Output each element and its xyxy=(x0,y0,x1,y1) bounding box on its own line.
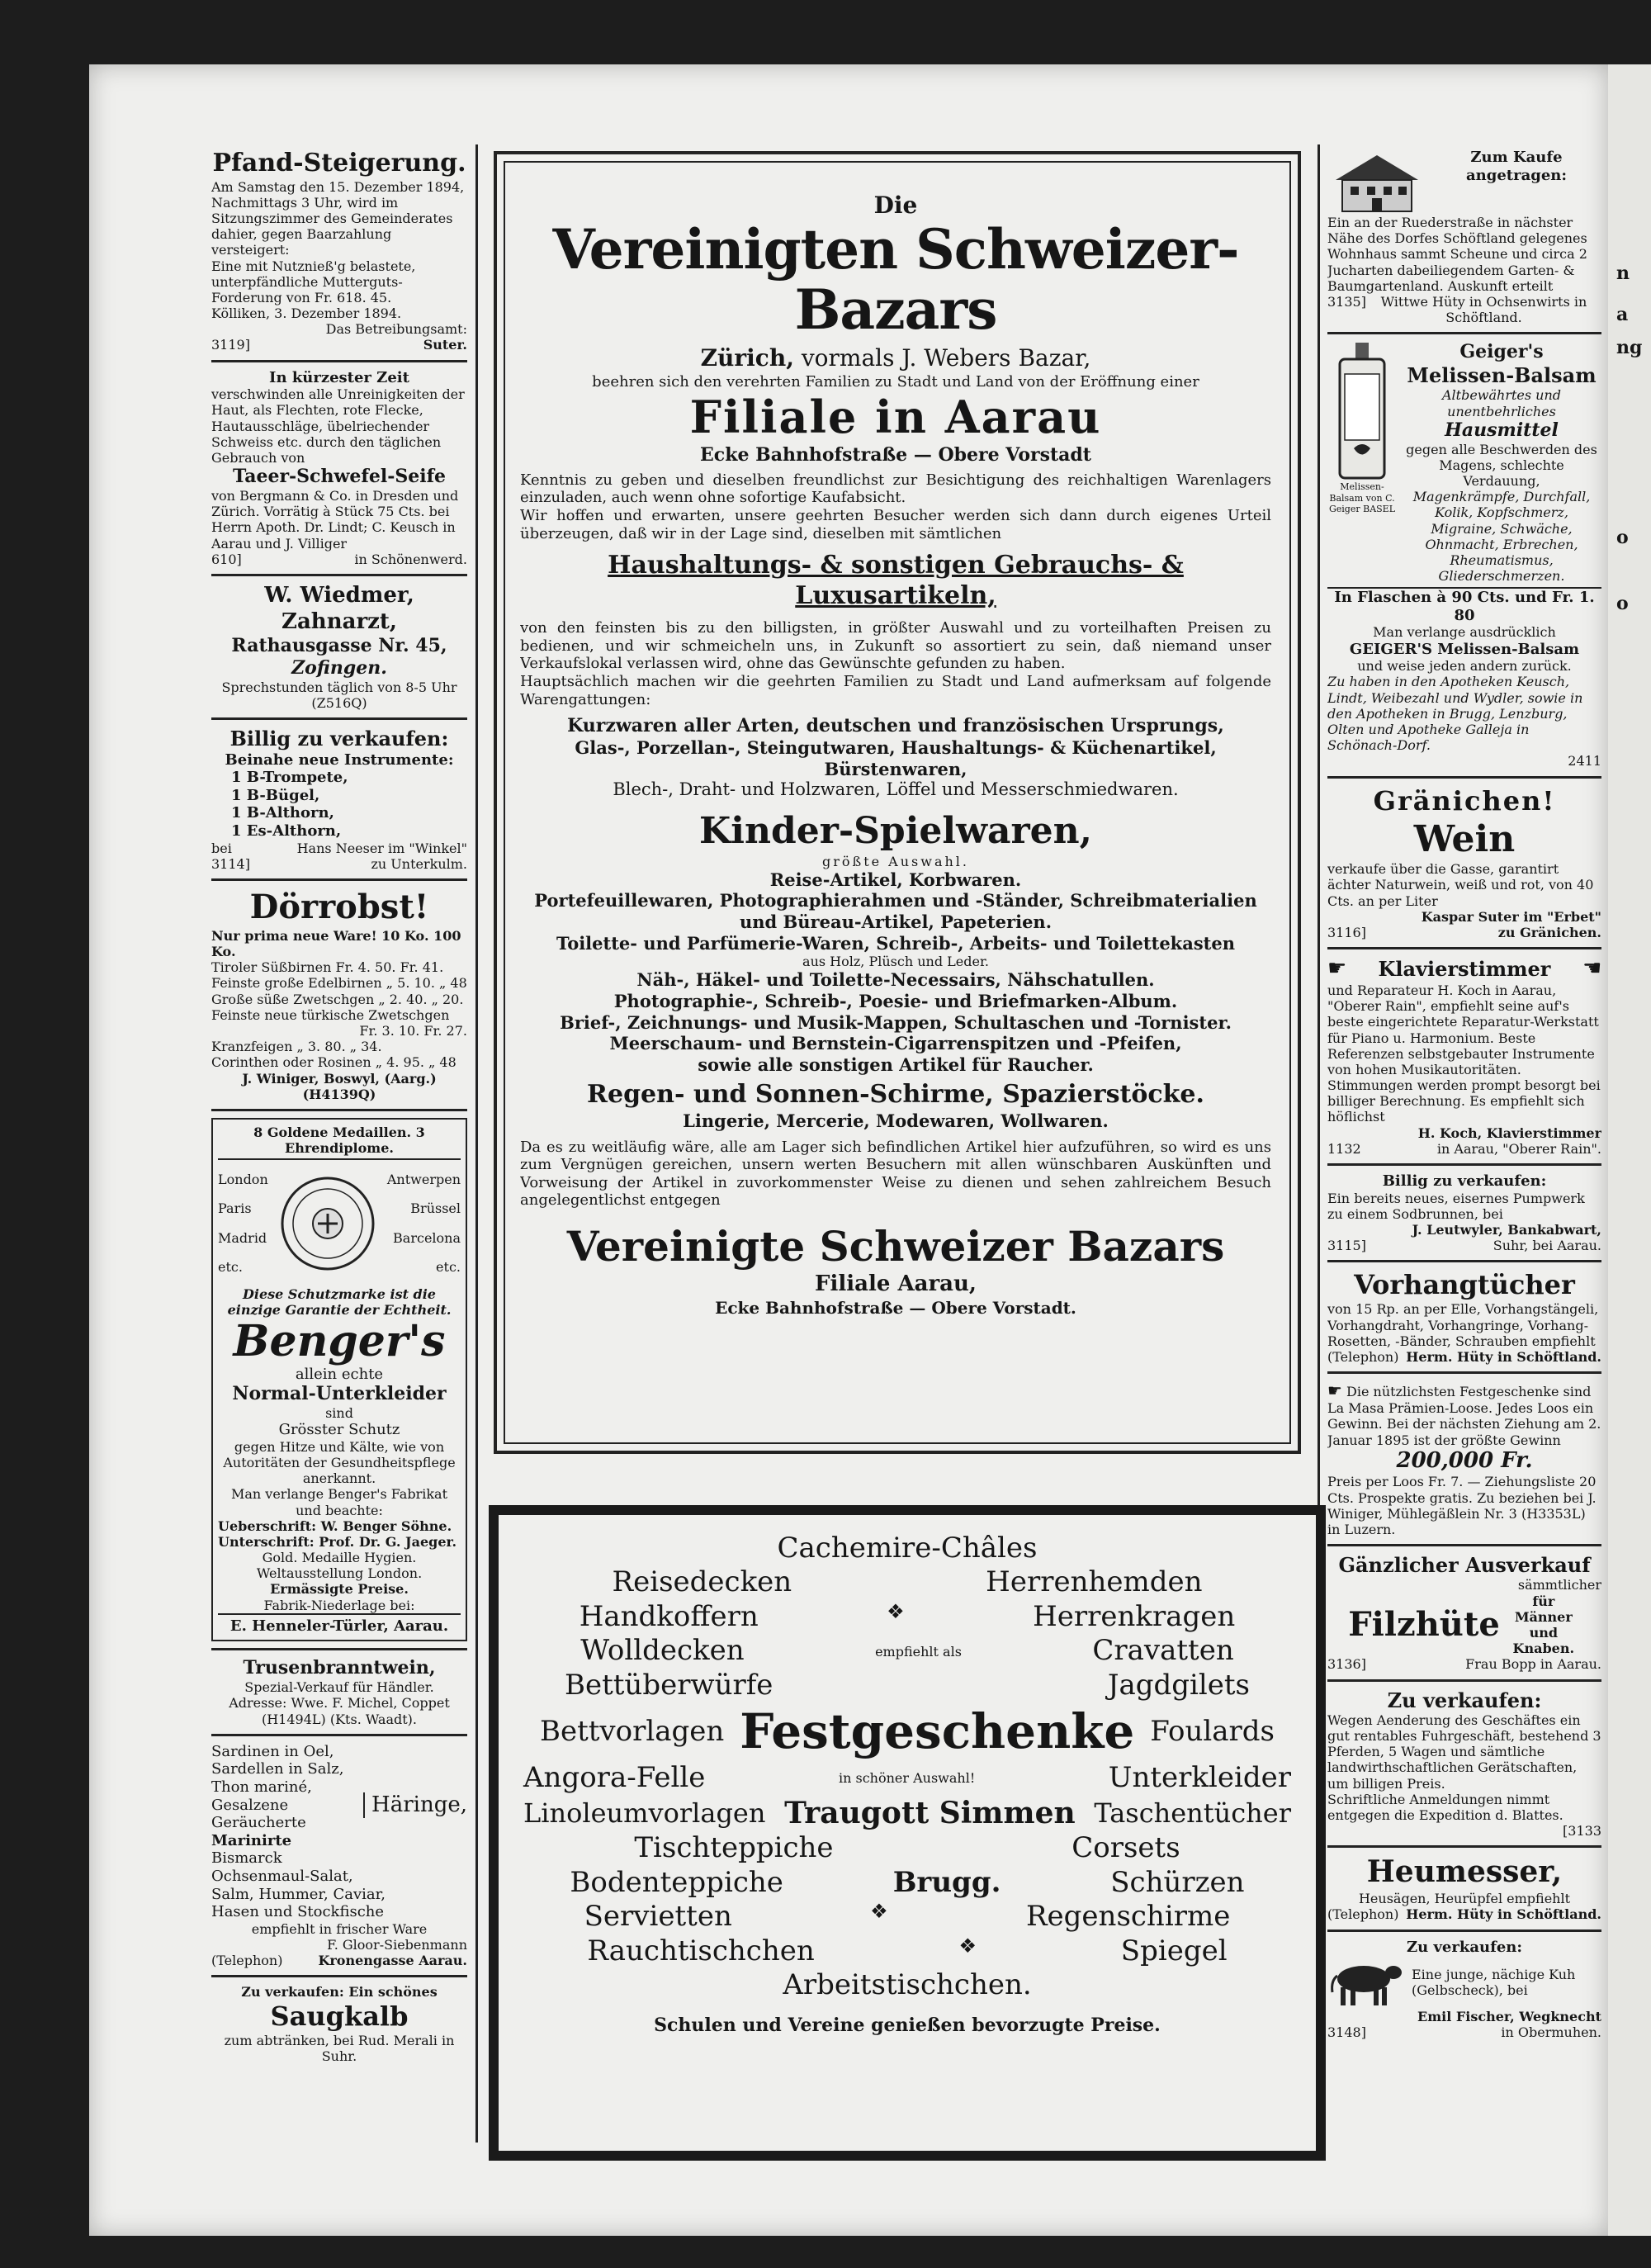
heu-text: Heusägen, Heurüpfel empfiehlt xyxy=(1358,1891,1571,1907)
kuh-name: Emil Fischer, Wegknecht xyxy=(1417,2009,1601,2025)
fest-item: Wolldecken xyxy=(580,1634,745,1668)
klav-sign: H. Koch, Klavierstimmer xyxy=(1417,1125,1601,1141)
kuh-title: Zu verkaufen: xyxy=(1406,1938,1523,1956)
kauf-sign: Wittwe Hüty in Ochsenwirts in Schöftland. xyxy=(1380,293,1587,326)
pointing-hand-icon: ☛ xyxy=(1327,956,1347,982)
ornament-icon: ❖ xyxy=(870,1900,888,1924)
zu-title: Zu verkaufen: xyxy=(1387,1688,1542,1712)
delik-item: Gesalzene xyxy=(211,1796,289,1814)
vorhang-ad xyxy=(1327,1269,1601,1365)
klav-city: in Aarau, "Oberer Rain". xyxy=(1436,1140,1601,1157)
klav-code: 1132 xyxy=(1327,1140,1361,1157)
pointing-hand-icon: ☛ xyxy=(1327,1380,1342,1401)
vorh-text: von 15 Rp. an per Elle, Vorhangstängeli, Vorhangdraht, Vorhangringe, Vorhang-Rosetten, -Bänder, Schrauben empfiehlt xyxy=(1327,1301,1599,1349)
wein-place: Gränichen! xyxy=(1373,784,1556,817)
doerrobst-ad xyxy=(211,888,467,1102)
fest-item: Unterkleider xyxy=(1108,1761,1291,1795)
pfand-office: Das Betreibungsamt: xyxy=(325,321,467,338)
teer-text: verschwinden alle Unreinigkeiten der Haut, als Flechten, rote Flecke, Hautausschläge, übelriechender Schweiss etc. durch den täglichen Gebrauch von xyxy=(211,386,465,466)
strip-letter: ng xyxy=(1616,337,1643,358)
bazar-title: Vereinigten Schweizer-Bazars xyxy=(552,217,1239,342)
bazar-sign2: Filiale Aarau, xyxy=(815,1271,977,1297)
ausverkauf-ad xyxy=(1327,1553,1601,1672)
fest-item: Arbeitstischchen. xyxy=(783,1968,1032,2002)
saug-text: zum abtränken, bei Rud. Merali in Suhr. xyxy=(224,2032,455,2064)
fuhrgeschaeft-ad xyxy=(1327,1688,1601,1839)
bazar-brief: Brief-, Zeichnungs- und Musik-Mappen, Schultaschen und -Tornister. xyxy=(560,1011,1232,1033)
bazar-rauch: sowie alle sonstigen Artikel für Raucher. xyxy=(698,1054,1094,1075)
fest-footer: Schulen und Vereine genießen bevorzugte Preise. xyxy=(654,2014,1161,2036)
bazar-former: vormals J. Webers Bazar, xyxy=(801,344,1091,372)
zu-text2: Schriftliche Anmeldungen nimmt entgegen die Expedition d. Blattes. xyxy=(1327,1791,1563,1823)
fest-name: Traugott Simmen xyxy=(784,1795,1076,1830)
delik-item: Ochsenmaul-Salat, xyxy=(211,1867,353,1885)
delik-addr: Kronengasse Aarau. xyxy=(318,1953,467,1969)
bazar-ad xyxy=(520,192,1271,1430)
divider xyxy=(211,574,467,576)
balsam-bottle-icon xyxy=(1333,341,1391,481)
bazar-glas: Glas-, Porzellan-, Steingutwaren, Haushaltungs- & Küchenartikel, Bürstenwaren, xyxy=(575,737,1217,779)
pump-name: J. Leutwyler, Bankabwart, xyxy=(1412,1221,1601,1238)
bazar-holz: aus Holz, Plüsch und Leder. xyxy=(802,954,989,970)
bazar-toilette: Toilette- und Parfümerie-Waren, Schreib-, Arbeits- und Toilettekasten xyxy=(556,932,1235,954)
heu-title: Heumesser, xyxy=(1366,1854,1563,1890)
bazar-blech: Blech-, Draht- und Holzwaren, Löffel und Messerschmiedwaren. xyxy=(613,779,1179,800)
fest-item: Spiegel xyxy=(1120,1934,1228,1967)
divider xyxy=(1327,1163,1601,1166)
geiger-title: Geiger's xyxy=(1459,341,1544,363)
geiger-ad xyxy=(1327,341,1601,769)
pump-text: Ein bereits neues, eisernes Pumpwerk zu einem Sodbrunnen, bei xyxy=(1327,1190,1585,1222)
bazar-die: Die xyxy=(873,192,918,219)
doerr-row: Kranzfeigen „ 3. 80. „ 34. xyxy=(211,1039,382,1055)
doerr-row: Feinste neue türkische Zwetschgen xyxy=(211,1006,450,1023)
geiger-product: Melissen-Balsam xyxy=(1407,363,1597,388)
fest-item: Taschentücher xyxy=(1094,1797,1291,1829)
pump-code: 3115] xyxy=(1327,1238,1366,1254)
klavier-ad xyxy=(1327,956,1601,1157)
teer-ad xyxy=(211,369,467,567)
widmer-city: Zofingen. xyxy=(291,657,387,679)
pfand-code: 3119] xyxy=(211,337,250,353)
geiger-brand2: GEIGER'S Melissen-Balsam xyxy=(1349,640,1580,658)
delik-item: Sardellen in Salz, xyxy=(211,1760,344,1778)
festgeschenke-ad xyxy=(515,1532,1299,2130)
bazar-photo: Photographie-, Schreib-, Poesie- und Briefmarken-Album. xyxy=(613,991,1178,1011)
column-rule xyxy=(475,144,478,2143)
fest-item: Regenschirme xyxy=(1025,1900,1231,1934)
widmer-hours: Sprechstunden täglich von 8-5 Uhr (Z516Q) xyxy=(221,679,457,712)
bazar-meer: Meerschaum- und Bernstein-Cigarrenspitzen und -Pfeifen, xyxy=(609,1033,1182,1054)
doerr-sign: J. Winiger, Boswyl, (Aarg.) (H4139Q) xyxy=(242,1070,437,1102)
right-column xyxy=(1327,149,1601,2147)
billig-sub: Beinahe neue Instrumente: xyxy=(225,750,454,769)
fest-item: Angora-Felle xyxy=(523,1761,706,1795)
heumesser-ad xyxy=(1327,1854,1601,1922)
teer-text2: von Bergmann & Co. in Dresden und Zürich. Vorrätig à Stück 75 Cts. bei Herrn Apoth. Dr. Lindt; C. Keusch in Aarau und J. Villiger xyxy=(211,488,459,552)
klav-title: Klavierstimmer xyxy=(1378,957,1551,982)
geiger-weise: und weise jeden andern zurück. xyxy=(1357,658,1572,675)
trusen-ad xyxy=(211,1657,467,1726)
geiger-apo: Zu haben in den Apotheken Keusch, Lindt, Weibezahl und Wydler, sowie in den Apotheken in Brugg, Lenzburg, Olten und Apotheke Galleja in Schönach-Dorf. xyxy=(1327,674,1583,754)
bazar-buereau: und Büreau-Artikel, Papeterien. xyxy=(739,911,1053,932)
lose-text: Die nützlichsten Festgeschenke sind La Masa Prämien-Loose. Jedes Loos ein Gewinn. Bei der nächsten Ziehung am 2. Januar 1895 ist der größte Gewinn xyxy=(1327,1384,1601,1448)
bazar-p3: von den feinsten bis zu den billigsten, in größter Auswahl und zu vorteilhaften Preisen zu bedienen, und wir schmeicheln uns, in Zukunft so assortiert zu sein, daß niemand unser Verkaufslokal verlassen wird, ohne das Gewünschte gefunden zu haben. xyxy=(520,619,1271,673)
divider xyxy=(1327,947,1601,949)
fest-city: Brugg. xyxy=(892,1865,1001,1899)
jaeger-seal-icon xyxy=(278,1170,377,1277)
fest-item: Foulards xyxy=(1150,1714,1275,1748)
saug-lead: Zu verkaufen: Ein schönes xyxy=(241,1984,438,2000)
benger-city: Barcelona xyxy=(393,1229,461,1246)
aus-filz: Filzhüte xyxy=(1348,1604,1500,1644)
benger-city: etc. xyxy=(436,1258,461,1275)
doerr-row: Feinste große Edelbirnen „ 5. 10. „ 48 xyxy=(211,975,467,992)
bazar-sign: Vereinigte Schweizer Bazars xyxy=(566,1222,1225,1271)
aus-sub: sämmtlicher xyxy=(1517,1577,1601,1593)
benger-top: 8 Goldene Medaillen. 3 Ehrendiplome. xyxy=(218,1125,461,1160)
bazar-kinder: Kinder-Spielwaren, xyxy=(699,809,1092,852)
delik-name: F. Gloor-Siebenmann xyxy=(327,1936,467,1953)
doerr-head: Nur prima neue Ware! 10 Ko. 100 Ko. xyxy=(211,927,461,960)
billig-name: Hans Neeser im "Winkel" xyxy=(296,840,467,856)
benger-city: Antwerpen xyxy=(386,1172,461,1188)
benger-brand: Benger's xyxy=(233,1316,446,1367)
wein-title: Wein xyxy=(1413,817,1516,860)
benger-gold: Gold. Medaille Hygien. Weltausstellung London. xyxy=(256,1550,423,1582)
billig-code: 3114] xyxy=(211,855,250,872)
trusen-title: Trusenbranntwein, xyxy=(243,1657,436,1679)
kuh-city: in Obermuhen. xyxy=(1501,2024,1601,2041)
fest-item: Reisedecken xyxy=(612,1565,792,1599)
kauf-code: 3135] xyxy=(1327,293,1366,310)
trusen-code: (H1494L) (Kts. Waadt). xyxy=(261,1711,417,1727)
geiger-verlange: Man verlange ausdrücklich xyxy=(1373,624,1556,641)
fest-item: Cachemire-Châles xyxy=(777,1532,1038,1565)
benger-verlange: Man verlange Benger's Fabrikat und beachte: xyxy=(230,1486,448,1518)
fest-item: Servietten xyxy=(584,1900,732,1934)
wein-city: zu Gränichen. xyxy=(1497,925,1601,941)
benger-city: Brüssel xyxy=(410,1200,461,1217)
ornament-icon: ❖ xyxy=(958,1934,977,1958)
cow-icon xyxy=(1327,1956,1407,2009)
wein-text: verkaufe über die Gasse, garantirt ächter Naturwein, weiß und rot, von 40 Cts. an per Liter xyxy=(1327,861,1594,909)
billig-ad xyxy=(211,727,467,872)
bazar-p4: Hauptsächlich machen wir die geehrten Familien zu Stadt und Land aufmerksam auf folgende Warengattungen: xyxy=(520,673,1271,708)
trusen-addr: Adresse: Wwe. F. Michel, Coppet xyxy=(229,1695,450,1712)
benger-schutz: Grösster Schutz xyxy=(278,1421,400,1439)
divider xyxy=(211,1975,467,1977)
adjacent-page-strip xyxy=(1608,64,1651,2236)
bazar-reise: Reise-Artikel, Korbwaren. xyxy=(769,869,1022,890)
billig-place: zu Unterkulm. xyxy=(371,855,467,872)
pfand-ad xyxy=(211,149,467,353)
wein-ad xyxy=(1327,785,1601,941)
divider xyxy=(211,878,467,881)
vorh-tel: (Telephon) xyxy=(1327,1348,1399,1365)
divider xyxy=(211,1109,467,1111)
teer-code: 610] xyxy=(211,551,242,567)
divider xyxy=(211,1648,467,1650)
teer-title: Taeer-Schwefel-Seife xyxy=(232,466,447,488)
vorh-title: Vorhangtücher xyxy=(1354,1269,1575,1301)
heu-sign: Herm. Hüty in Schöftland. xyxy=(1406,1906,1601,1923)
divider xyxy=(1327,1544,1601,1546)
bazar-lingerie: Lingerie, Mercerie, Modewaren, Wollwaren. xyxy=(683,1110,1109,1132)
doerr-row: Tiroler Süßbirnen Fr. 4. 50. Fr. 41. xyxy=(211,959,444,976)
aus-sign: Frau Bopp in Aarau. xyxy=(1465,1656,1601,1673)
aus-code: 3136] xyxy=(1327,1656,1366,1673)
divider xyxy=(211,717,467,720)
benger-unter: Unterschrift: Prof. Dr. G. Jaeger. xyxy=(218,1533,457,1550)
bazar-filiale: Filiale in Aarau xyxy=(689,391,1102,444)
doerr-row: Corinthen oder Rosinen „ 4. 95. „ 48 xyxy=(211,1054,457,1071)
benger-dealer: E. Henneler-Türler, Aarau. xyxy=(218,1613,461,1636)
lose-text2: Preis per Loos Fr. 7. — Ziehungsliste 20 Cts. Prospekte gratis. Zu beziehen bei J. Winiger, Mühlegäßlein Nr. 3 (H3353L) in Luzern. xyxy=(1327,1474,1597,1537)
teer-lead: In kürzester Zeit xyxy=(269,368,409,386)
strip-letter: o xyxy=(1616,593,1629,614)
benger-city: etc. xyxy=(218,1258,243,1275)
bazar-groesste: größte Auswahl. xyxy=(821,853,969,869)
benger-city: Paris xyxy=(218,1200,252,1217)
divider xyxy=(1327,332,1601,334)
widmer-title: W. Wiedmer, Zahnarzt, xyxy=(264,582,414,634)
bazar-naeh: Näh-, Häkel- und Toilette-Necessairs, Nähschatullen. xyxy=(636,969,1155,991)
house-icon xyxy=(1327,149,1426,215)
divider xyxy=(1327,776,1601,779)
loose-ad xyxy=(1327,1380,1601,1537)
benger-ad xyxy=(211,1118,467,1642)
fest-item: Herrenkragen xyxy=(1033,1599,1236,1633)
benger-allein: allein echte xyxy=(295,1365,384,1383)
fest-item: Corsets xyxy=(1071,1831,1180,1865)
benger-city: London xyxy=(218,1172,268,1188)
geiger-bottle: Melissen-Balsam von C. Geiger BASEL xyxy=(1328,481,1396,514)
delik-item: Bismarck xyxy=(211,1849,282,1868)
benger-city: Madrid xyxy=(218,1229,267,1246)
klav-text: und Reparateur H. Koch in Aarau, "Oberer Rain", empfiehlt seine auf's beste eingerichtete Reparatur-Werkstatt für Piano u. Harmonium. Beste Referenzen selbstgebauter Instrumente von hohen Musikautoritäten. Stimmungen werden prompt besorgt bei billiger Berechnung. Es empfiehlt sich höflichst xyxy=(1327,982,1601,1125)
kauf-ad xyxy=(1327,149,1601,325)
pfand-text2: Eine mit Nutznieß'g belastete, unterpfändliche Mutterguts-Forderung von Fr. 618. 45. xyxy=(211,258,416,305)
billig-item: 1 Es-Althorn, xyxy=(231,822,342,840)
divider xyxy=(1327,1929,1601,1932)
divider xyxy=(211,1734,467,1736)
benger-ueber: Ueberschrift: W. Benger Söhne. xyxy=(218,1518,452,1534)
doerr-row: Große süße Zwetschgen „ 2. 40. „ 20. xyxy=(211,991,464,1007)
fest-item: Herrenhemden xyxy=(986,1565,1203,1599)
bazar-p5: Da es zu weitläufig wäre, alle am Lager sich befindlichen Artikel hier aufzuführen, so wird es uns zum Vergnügen gereichen, unsern werten Besuchern mit allen wünschbaren Auskünften und Vorweisung der Artikel in zuvorkommenster Weise zu dienen und sehen zahlreichem Besuch angelegentlichst entgegen xyxy=(520,1138,1271,1210)
pfand-sign: Suter. xyxy=(423,337,467,353)
bazar-sign3: Ecke Bahnhofstraße — Obere Vorstadt. xyxy=(715,1297,1076,1318)
vorh-sign: Herm. Hüty in Schöftland. xyxy=(1406,1348,1601,1365)
lose-amount: 200,000 Fr. xyxy=(1396,1447,1533,1473)
delik-frisch: empfiehlt in frischer Ware xyxy=(251,1920,428,1937)
bazar-porte: Portefeuillewaren, Photographierahmen und -Ständer, Schreibmaterialien xyxy=(534,890,1257,911)
benger-fab: Fabrik-Niederlage bei: xyxy=(263,1597,415,1613)
geiger-desc: Altbewährtes und unentbehrliches xyxy=(1441,387,1562,419)
delik-item: Hasen und Stockfische xyxy=(211,1903,385,1921)
bazar-intro: beehren sich den verehrten Familien zu Stadt und Land von der Eröffnung einer xyxy=(592,372,1199,391)
bazar-p1: Kenntnis zu geben und dieselben freundlichst zur Besichtigung des reichhaltigen Warenlagers einzuladen, auch wenn ohne sofortige Kaufabsicht. xyxy=(520,471,1271,507)
divider xyxy=(1327,1371,1601,1374)
fest-title: Festgeschenke xyxy=(740,1703,1135,1760)
pfand-date: Kölliken, 3. Dezember 1894. xyxy=(211,305,402,322)
pfand-text: Am Samstag den 15. Dezember 1894, Nachmittags 3 Uhr, wird im Sitzungszimmer des Gemeinderates dahier, gegen Baarzahlung versteigert: xyxy=(211,178,465,258)
pfand-title: Pfand-Steigerung. xyxy=(212,149,466,178)
strip-letter: a xyxy=(1616,304,1629,325)
fest-item: Bettüberwürfe xyxy=(565,1668,773,1702)
wein-name: Kaspar Suter im "Erbet" xyxy=(1421,908,1601,925)
bazar-corner: Ecke Bahnhofstraße — Obere Vorstadt xyxy=(700,443,1091,466)
delik-item: Salm, Hummer, Caviar, xyxy=(211,1885,386,1903)
billig-title: Billig zu verkaufen: xyxy=(229,727,449,751)
bazar-p2: Wir hoffen und erwarten, unsere geehrten Besucher werden sich dann durch eigenes Urteil überzeugen, daß wir in der Lage sind, dieselben mit sämtlichen xyxy=(520,506,1271,542)
teer-place: in Schönenwerd. xyxy=(354,551,467,567)
pumpe-ad xyxy=(1327,1172,1601,1253)
widmer-address: Rathausgasse Nr. 45, xyxy=(231,635,447,657)
wein-code: 3116] xyxy=(1327,925,1366,941)
fest-item: Tischteppiche xyxy=(634,1831,834,1865)
widmer-ad xyxy=(211,583,467,711)
kauf-title: Zum Kaufe angetragen: xyxy=(1465,149,1568,184)
delik-item: Geräucherte xyxy=(211,1814,306,1832)
left-column xyxy=(211,149,467,2147)
billig-item: 1 B-Althorn, xyxy=(231,804,334,822)
doerr-title: Dörrobst! xyxy=(249,888,429,927)
heu-tel: (Telephon) xyxy=(1327,1906,1399,1923)
fest-item: Handkoffern xyxy=(579,1599,759,1633)
billig-item: 1 B-Trompete, xyxy=(231,769,348,787)
divider xyxy=(1327,1260,1601,1262)
fest-auswahl: in schöner Auswahl! xyxy=(838,1770,976,1787)
ornament-icon: ❖ xyxy=(887,1599,905,1623)
billig-bei: bei xyxy=(211,840,232,856)
fest-empf: empfiehlt als xyxy=(875,1643,962,1660)
kuh-text: Eine junge, nächige Kuh (Gelbscheck), bei xyxy=(1412,1967,1576,1999)
strip-letter: o xyxy=(1616,527,1629,548)
delik-item: Thon mariné, xyxy=(211,1778,312,1797)
geiger-haus: Hausmittel xyxy=(1445,419,1559,441)
zu-text: Wegen Aenderung des Geschäftes ein gut rentables Fuhrgeschäft, bestehend 3 Pferden, 5 Wagen und sämtliche landwirthschaftlichen Gerätschaften, um billigen Preis. xyxy=(1327,1712,1601,1792)
benger-preise: Ermässigte Preise. xyxy=(270,1581,409,1598)
bazar-city: Zürich, xyxy=(700,344,794,372)
aus-fuer: für Männer und Knaben. xyxy=(1512,1593,1575,1657)
fest-item: Schürzen xyxy=(1110,1865,1245,1899)
kuh-code: 3148] xyxy=(1327,2024,1366,2041)
zu-code: [3133 xyxy=(1563,1823,1601,1839)
bazar-kurz: Kurzwaren aller Arten, deutschen und französischen Ursprungs, xyxy=(567,715,1224,737)
fest-item: Cravatten xyxy=(1092,1634,1234,1668)
fest-item: Rauchtischchen xyxy=(587,1934,815,1967)
pump-city: Suhr, bei Aarau. xyxy=(1493,1238,1601,1254)
geiger-gegen: gegen alle Beschwerden des Magens, schlechte Verdauung, xyxy=(1406,441,1597,489)
geiger-list: Magenkrämpfe, Durchfall, Kolik, Kopfschmerz, Migraine, Schwäche, Ohnmacht, Erbrechen, Rheumatismus, Gliederschmerzen. xyxy=(1412,489,1591,585)
saug-title: Saugkalb xyxy=(270,2000,409,2032)
fest-item: Jagdgilets xyxy=(1107,1668,1250,1702)
billig-item: 1 B-Bügel, xyxy=(231,786,320,804)
bazar-goods-head: Haushaltungs- & sonstigen Gebrauchs- & Luxusartikeln, xyxy=(608,551,1184,610)
delik-tel: (Telephon) xyxy=(211,1953,283,1969)
delikatessen-ad xyxy=(211,1743,467,1969)
geiger-flasche: In Flaschen à 90 Cts. und Fr. 1. 80 xyxy=(1327,587,1601,624)
kuh-ad xyxy=(1327,1939,1601,2041)
divider xyxy=(1327,1679,1601,1682)
aus-title: Gänzlicher Ausverkauf xyxy=(1338,1553,1591,1578)
fest-item: Bettvorlagen xyxy=(540,1714,725,1748)
bazar-regen: Regen- und Sonnen-Schirme, Spazierstöcke. xyxy=(587,1080,1204,1110)
benger-note: Diese Schutzmarke ist die einzige Garantie der Echtheit. xyxy=(227,1286,452,1319)
kauf-text: Ein an der Ruederstraße in nächster Nähe des Dorfes Schöftland gelegenes Wohnhaus sammt Scheune und circa 2 Jucharten dabeiliegendem Garten- & Baumgartenland. Auskunft erteilt xyxy=(1327,215,1587,294)
saugkalb-ad xyxy=(211,1984,467,2064)
benger-text: gegen Hitze und Kälte, wie von Autoritäten der Gesundheitspflege anerkannt. xyxy=(223,1438,456,1487)
benger-product: Normal-Unterkleider xyxy=(232,1383,447,1405)
geiger-code: 2411 xyxy=(1568,753,1601,769)
delik-item: Sardinen in Oel, xyxy=(211,1742,334,1760)
pump-title: Billig zu verkaufen: xyxy=(1382,1172,1547,1190)
benger-sind: sind xyxy=(325,1405,353,1421)
doerr-row: Fr. 3. 10. Fr. 27. xyxy=(359,1022,467,1039)
strip-letter: n xyxy=(1616,263,1630,284)
delik-item: Marinirte xyxy=(211,1831,292,1849)
delik-haering: Häringe, xyxy=(363,1792,467,1818)
fest-item: Linoleumvorlagen xyxy=(523,1797,766,1829)
pointing-hand-icon: ☛ xyxy=(1582,956,1601,982)
fest-item: Bodenteppiche xyxy=(570,1865,783,1899)
trusen-sub: Spezial-Verkauf für Händler. xyxy=(244,1679,434,1696)
divider xyxy=(211,360,467,362)
divider xyxy=(1327,1845,1601,1848)
